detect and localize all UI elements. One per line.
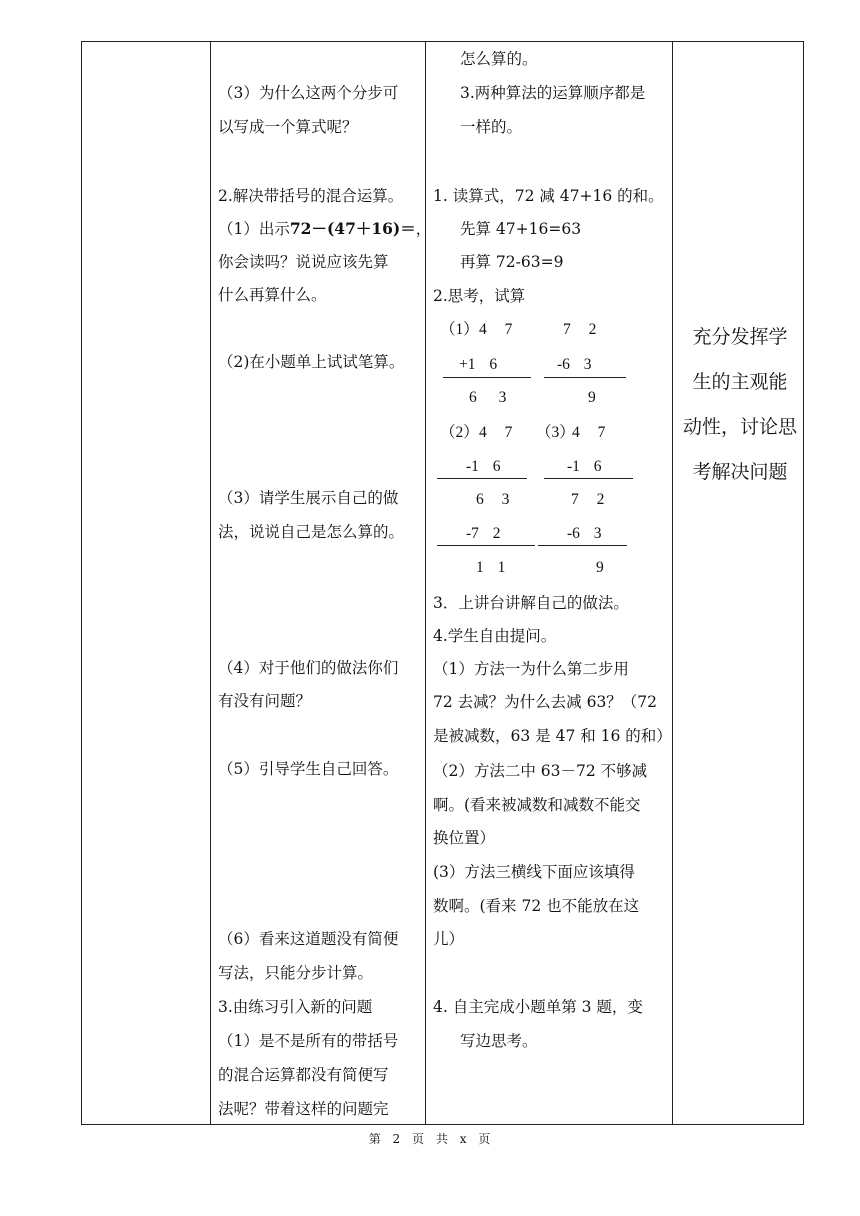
design-intent-line: 充分发挥学 [692,326,788,348]
student-text: 怎么算的。 [460,50,538,68]
s2-step5: （5）引导学生自己回答。 [218,760,399,778]
s2-step6: 写法，只能分步计算。 [218,964,374,982]
calc3-rule2 [538,545,627,546]
calc2-top: 4 7 [479,424,513,441]
student-step1: 再算 72-63=9 [460,253,564,271]
q3-text: 以写成一个算式呢？ [218,118,358,136]
student-question: 72 去减？为什么去减 63？（72 [433,693,658,711]
footer-mid2: 共 [435,1132,449,1146]
calc1-result: 6 3 [469,389,507,406]
calc3-rule [544,478,633,479]
section-2-title: 2.解决带括号的混合运算。 [218,187,404,205]
column-divider [672,42,673,1124]
calc3-result: 7 2 [571,491,605,508]
s2-step1 [218,219,431,239]
student-question: 儿） [433,930,465,948]
s2-step3: （3）请学生展示自己的做 [218,489,399,507]
calc2-mid: -1 6 [466,458,501,475]
calc2-result: 6 3 [476,491,510,508]
calc1-label: （1） [440,321,479,338]
footer-suffix: 页 [478,1132,492,1146]
student-question: （1）方法一为什么第二步用 [433,660,629,678]
student-step2-title: 2.思考，试算 [433,287,526,305]
calc2-label: （2） [440,424,479,441]
student-step3: 3．上讲台讲解自己的做法。 [433,594,629,612]
s3-step1: （1）是不是所有的带括号 [218,1032,399,1050]
s3-step1: 法呢？带着这样的问题完 [218,1100,389,1118]
design-intent-line: 动性，讨论思 [682,416,797,438]
calc2-rule [437,478,527,479]
calc2-final: 1 1 [476,559,506,576]
s2-step3: 法，说说自己是怎么算的。 [218,523,405,541]
s2-step1-text: 什么再算什么。 [218,286,327,304]
student-question: (3）方法三横线下面应该填得 [433,863,635,881]
calc1b-mid: -6 3 [557,356,592,373]
student-text: 3.两种算法的运算顺序都是 [460,84,646,102]
student-question: 啊。(看来被减数和减数不能交 [433,796,641,814]
student-question: （2）方法二中 63－72 不够减 [433,762,648,780]
s3-step1: 的混合运算都没有简便写 [218,1066,389,1084]
column-divider [425,42,426,1124]
student-step1: 先算 47+16=63 [460,220,582,238]
student-step1: 1. 读算式，72 减 47+16 的和。 [433,187,664,205]
footer-page-number: 2 [392,1132,402,1146]
student-step4-title: 4.学生自由提问。 [433,627,557,645]
design-intent-line: 考解决问题 [692,461,788,483]
student-question: 换位置） [433,829,496,847]
footer-total: x [459,1132,468,1146]
calc3-top: 4 7 [572,424,606,441]
s2-step4: 有没有问题？ [218,692,312,710]
calc1b-top: 7 2 [563,321,597,338]
calc1-mid: +1 6 [459,356,498,373]
design-intent-line: 生的主观能 [692,371,788,393]
q3-text: （3）为什么这两个分步可 [218,84,399,102]
s2-step1-text: 你会读吗？说说应该先算 [218,253,389,271]
s2-step1-prefix: （1）出示 [218,220,290,238]
s2-step2: （2)在小题单上试试笔算。 [218,353,405,371]
calc1-top: 4 7 [479,321,513,338]
page-footer [0,1130,860,1147]
section-3-title: 3.由练习引入新的问题 [218,998,373,1016]
design-intent [678,315,802,495]
calc3-final: 9 [596,559,604,576]
calc1b-result: 9 [588,389,596,406]
student-step5: 4. 自主完成小题单第 3 题，变 [433,998,643,1016]
footer-mid1: 页 [412,1132,426,1146]
s2-step6: （6）看来这道题没有简便 [218,930,399,948]
student-text: 一样的。 [460,118,523,136]
column-divider [210,42,211,1124]
calc1-rule [443,377,531,378]
footer-prefix: 第 [368,1132,382,1146]
calc3-mid: -1 6 [567,458,602,475]
student-step5: 写边思考。 [460,1032,538,1050]
calc1b-rule [544,377,626,378]
calc3-label: （3） [536,424,575,441]
student-question: 数啊。(看来 72 也不能放在这 [433,897,640,915]
s2-step1-suffix: ， [415,220,432,238]
s2-step1-expression: 72－(47＋16)＝ [289,219,416,238]
student-question: 是被减数，63 是 47 和 16 的和） [433,727,672,745]
calc2-second: -7 2 [466,525,501,542]
calc2-rule2 [437,545,535,546]
s2-step4: （4）对于他们的做法你们 [218,659,399,677]
calc3-second: -6 3 [567,525,602,542]
